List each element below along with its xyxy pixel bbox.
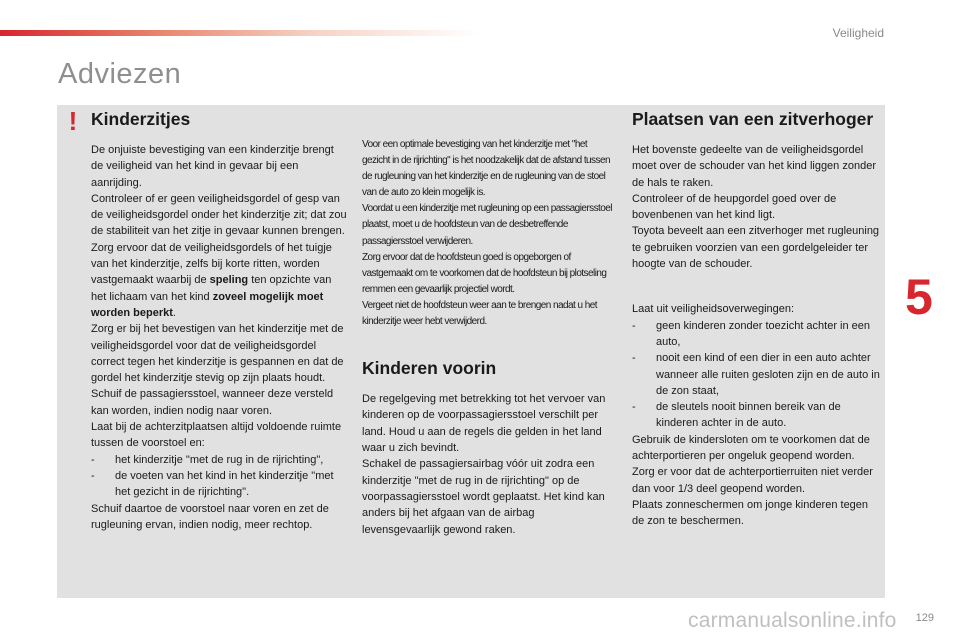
emphasis: zoveel mogelijk moet worden beperkt bbox=[91, 290, 324, 319]
headrest-notes bbox=[362, 137, 612, 330]
note: Vergeet niet de hoofdsteun weer aan te brengen nadat u het kinderzitje weer hebt verwijderd. bbox=[362, 299, 597, 328]
note: Voordat u een kinderzitje met rugleuning op een passagiersstoel plaatst, moet u de hoofdsteun van de desbetreffende passagiersstoel verwijderen. bbox=[362, 203, 612, 247]
front-children-column bbox=[362, 137, 612, 538]
chapter-number: 5 bbox=[905, 269, 933, 325]
note: Zorg ervoor dat de hoofdsteun goed is opgeborgen of vastgemaakt om te voorkomen dat de hoofdsteun bij plotseling remmen een gevaarlijk projectiel wordt. bbox=[362, 251, 607, 295]
paragraph: Toyota beveelt aan een zitverhoger met rugleuning te gebruiken voorzien van een gordelgeleider ter hoogte van de schouder. bbox=[632, 225, 880, 271]
watermark: carmanualsonline.info bbox=[688, 609, 897, 632]
list-item: - het kinderzitje "met de rug in de rijrichting", bbox=[91, 453, 324, 466]
exclamation-icon: ! bbox=[68, 106, 78, 136]
note: Voor een optimale bevestiging van het kinderzitje met "het gezicht in de rijrichting" is het noodzakelijk dat de afstand tussen de rugleuning van het kinderzitje en de rugleuning van de stoel van de auto zo klein mogelijk is. bbox=[362, 139, 610, 199]
booster-seat-heading: Plaatsen van een zitverhoger bbox=[632, 109, 874, 129]
page-number: 129 bbox=[915, 612, 934, 624]
paragraph: Het bovenste gedeelte van de veiligheidsgordel moet over de schouder van het kind liggen zonder de hals te raken. bbox=[632, 144, 876, 189]
paragraph: Schakel de passagiersairbag vóór uit zodra een kinderzitje "met de rug in de rijrichting" op de voorpassagiersstoel wordt geplaatst. Het kind kan anders bij het afgaan van de airbag levensgevaarlijk gewond raken. bbox=[362, 458, 605, 536]
paragraph: Gebruik de kindersloten om te voorkomen dat de achterportieren per ongeluk geopend worden. bbox=[632, 433, 870, 463]
section-header: Veiligheid bbox=[832, 26, 884, 40]
booster-seat-column bbox=[632, 109, 880, 530]
paragraph: Controleer of de heupgordel goed over de bovenbenen van het kind ligt. bbox=[632, 192, 837, 222]
list-item: - de sleutels nooit binnen bereik van de kinderen achter in de auto. bbox=[632, 401, 841, 430]
paragraph: Laat uit veiligheidsoverwegingen: bbox=[632, 303, 795, 316]
paragraph: Laat bij de achterzitplaatsen altijd voldoende ruimte tussen de voorstoel en: bbox=[91, 421, 342, 450]
paragraph: Plaats zonneschermen om jonge kinderen tegen de zon te beschermen. bbox=[632, 498, 869, 528]
paragraph: Zorg ervoor dat de veiligheidsgordels of het tuigje van het kinderzitje, zelfs bij korte ritten, worden vastgemaakt waarbij de speling ten opzichte van het lichaam van het kind zoveel mogelijk moet worden beperkt. bbox=[91, 241, 332, 319]
list-item: - nooit een kind of een dier in een auto achter wanneer alle ruiten gesloten zijn en de auto in de zon staat, bbox=[632, 352, 880, 397]
paragraph: Zorg er voor dat de achterportierruiten niet verder dan voor 1/3 deel geopend worden. bbox=[632, 466, 873, 495]
paragraph: De onjuiste bevestiging van een kinderzitje brengt de veiligheid van het kind in gevaar bij een aanrijding. bbox=[91, 144, 334, 189]
list-item: - geen kinderen zonder toezicht achter in een auto, bbox=[632, 319, 871, 348]
paragraph: De regelgeving met betrekking tot het vervoer van kinderen op de voorpassagiersstoel verschilt per land. Houd u aan de regels die gelden in het land waar u zich bevindt. bbox=[362, 393, 606, 455]
page-title: Adviezen bbox=[58, 58, 182, 90]
emphasis: speling bbox=[209, 274, 249, 287]
child-seats-column bbox=[91, 109, 347, 533]
header-accent-bar bbox=[0, 30, 480, 36]
front-children-heading: Kinderen voorin bbox=[362, 358, 497, 379]
list-item: - de voeten van het kind in het kinderzitje "met het gezicht in de rijrichting". bbox=[91, 469, 334, 499]
paragraph: Controleer of er geen veiligheidsgordel of gesp van de veiligheidsgordel onder het kinderzitje zit; dat zou de stabiliteit van het zitje in gevaar kunnen brengen. bbox=[91, 192, 347, 238]
paragraph: Zorg er bij het bevestigen van het kinderzitje met de veiligheidsgordel voor dat de veiligheidsgordel correct tegen het kinderzitje is gespannen en dat de gordel het kinderzitje stevig op zijn plaats houdt. Schuif de passagiersstoel, wanneer deze versteld kan worden, indien nodig naar voren. bbox=[91, 323, 344, 417]
child-seats-heading: Kinderzitjes bbox=[91, 109, 191, 129]
paragraph: Schuif daartoe de voorstoel naar voren en zet de rugleuning ervan, indien nodig, meer rechtop. bbox=[91, 502, 329, 531]
